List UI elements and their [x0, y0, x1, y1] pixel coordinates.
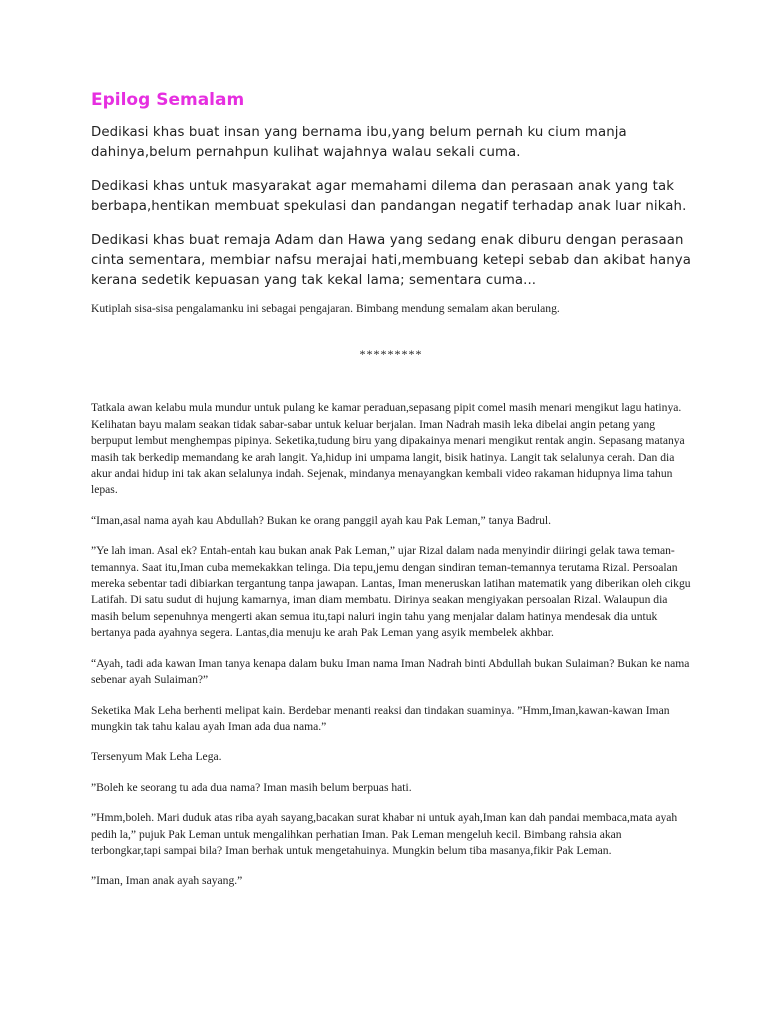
page-title: Epilog Semalam: [91, 90, 245, 110]
lead-paragraph: Kutiplah sisa-sisa pengalamanku ini sebagai pengajaran. Bimbang mendung semalam akan berulang.: [91, 302, 560, 315]
section-separator: *********: [359, 347, 423, 362]
story-paragraph: ”Boleh ke seorang tu ada dua nama? Iman masih belum berpuas hati.: [91, 780, 412, 794]
story-paragraph: Tatkala awan kelabu mula mundur untuk pulang ke kamar peraduan,sepasang pipit comel masih menari mengikut lagu hatinya. Kelihatan bayu malam seakan tidak sabar-sabar untuk keluar berjalan. Iman Nadrah masih leka dibelai angin petang yang berpuput lembut menghempas pipinya. Seketika,tudung biru yang dipakainya menari mengikut rentak angin. Sepasang matanya masih tak berkedip memandang ke arah langit. Ya,hidup ini umpama langit, bisik hatinya. Langit tak selalunya cerah. Dan dia akur andai hidup ini tak akan selalunya indah. Sejenak, mindanya menayangkan kembali video rakaman hidupnya lima tahun lepas.: [91, 401, 685, 497]
dedication-paragraph: Dedikasi khas buat insan yang bernama ibu,yang belum pernah ku cium manja dahinya,belum pernahpun kulihat wajahnya walau sekali cuma.: [91, 125, 627, 160]
dedication-paragraph: Dedikasi khas buat remaja Adam dan Hawa yang sedang enak diburu dengan perasaan cinta sementara, membiar nafsu merajai hati,membuang ketepi sebab dan akibat hanya kerana sedetik kepuasan yang tak kekal lama; sementara cuma...: [91, 233, 692, 288]
story-paragraph: ”Iman, Iman anak ayah sayang.”: [91, 874, 243, 888]
document-page: [91, 88, 691, 904]
dedication-paragraph: Dedikasi khas untuk masyarakat agar memahami dilema dan perasaan anak yang tak berbapa,hentikan membuat spekulasi dan pandangan negatif terhadap anak luar nikah.: [91, 179, 687, 214]
story-paragraph: ”Hmm,boleh. Mari duduk atas riba ayah sayang,bacakan surat khabar ni untuk ayah,Iman kan dah pandai membaca,mata ayah pedih la,” pujuk Pak Leman untuk mengalihkan perhatian Iman. Pak Leman mengeluh kecil. Bimbang rahsia akan terbongkar,tapi sampai bila? Iman berhak untuk mengetahuinya. Mungkin belum tiba masanya,fikir Pak Leman.: [91, 811, 678, 857]
story-paragraph: ”Ye lah iman. Asal ek? Entah-entah kau bukan anak Pak Leman,” ujar Rizal dalam nada menyindir diiringi gelak tawa teman-temannya. Saat itu,Iman cuba memekakkan telinga. Dia tepu,jemu dengan sindiran teman-temannya terutama Rizal. Persoalan mereka sebentar tadi dibiarkan tergantung tanpa jawapan. Lantas, Iman meneruskan latihan matematik yang diberikan oleh cikgu Latifah. Di satu sudut di hujung kamarnya, iman diam membatu. Dirinya seakan mengiyakan persoalan Rizal. Walaupun dia masih belum sepenuhnya mengerti akan semua itu,tapi naluri ingin tahu yang menjalar dalam hatinya mendesak dia untuk bertanya pada ayahnya segera. Lantas,dia menuju ke arah Pak Leman yang asyik membelek akhbar.: [91, 544, 691, 640]
story-paragraph: Seketika Mak Leha berhenti melipat kain. Berdebar menanti reaksi dan tindakan suaminya. ”Hmm,Iman,kawan-kawan Iman mungkin tak tahu kalau ayah Iman ada dua nama.”: [91, 703, 670, 733]
story-paragraph: “Ayah, tadi ada kawan Iman tanya kenapa dalam buku Iman nama Iman Nadrah binti Abdullah bukan Sulaiman? Bukan ke nama sebenar ayah Sulaiman?”: [91, 656, 690, 687]
story-paragraph: “Iman,asal nama ayah kau Abdullah? Bukan ke orang panggil ayah kau Pak Leman,” tanya Badrul.: [91, 513, 552, 527]
story-paragraph: Tersenyum Mak Leha Lega.: [91, 750, 222, 764]
